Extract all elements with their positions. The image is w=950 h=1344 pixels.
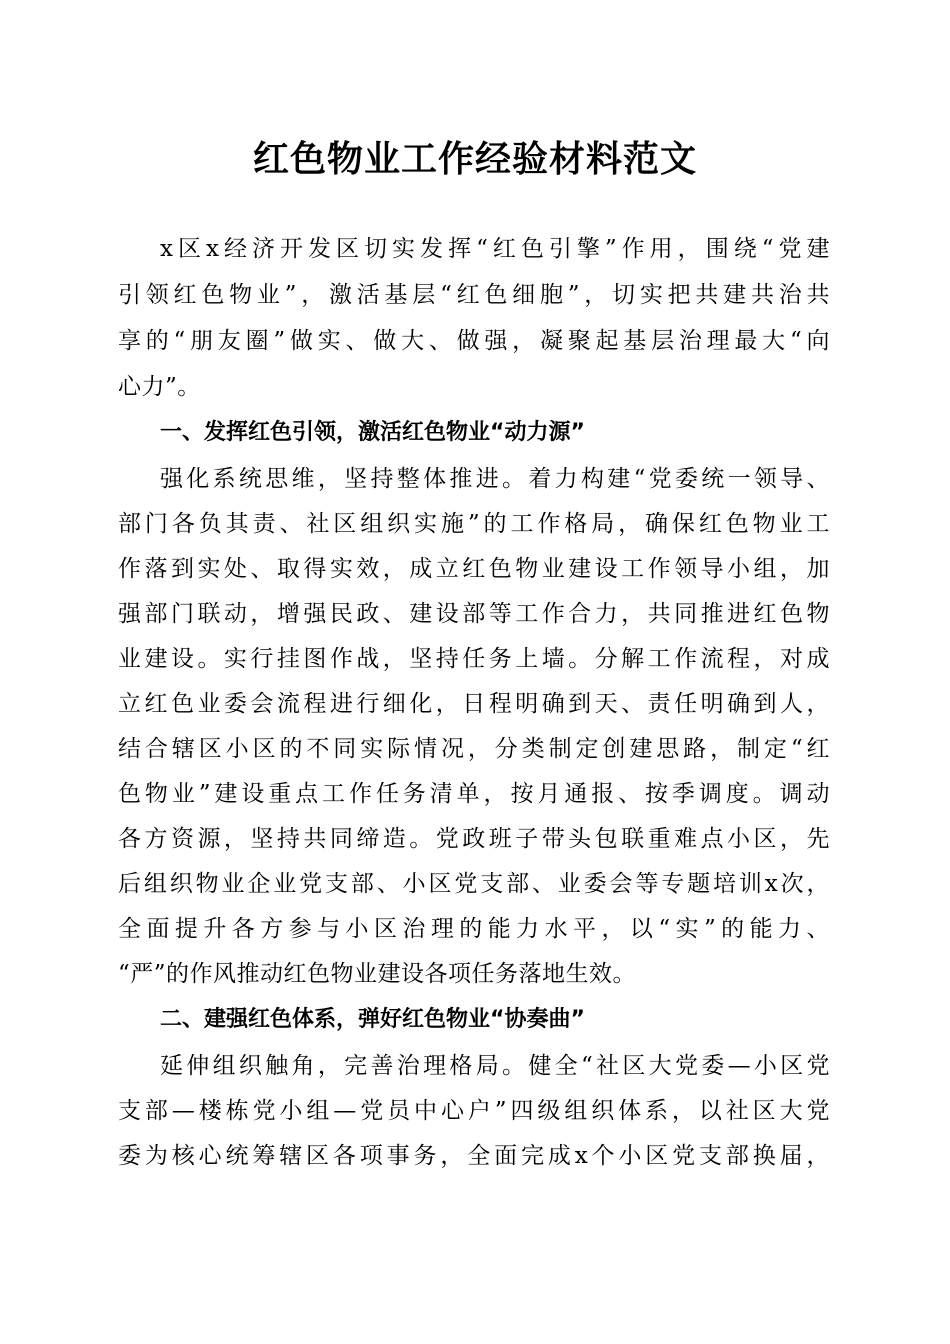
body-line: 全面提升各方参与小区治理的能力水平，以“实”的能力、 [118,916,830,942]
body-line: 强部门联动，增强民政、建设部等工作合力，共同推进红色物 [118,601,830,627]
body-line: 后组织物业企业党支部、小区党支部、业委会等专题培训x次， [118,871,830,897]
body-line: 立红色业委会流程进行细化，日程明确到天、责任明确到人， [118,691,830,717]
body-line: 支部—楼栋党小组—党员中心户”四级组织体系，以社区大党 [118,1098,830,1124]
document-title: 红色物业工作经验材料范文 [252,138,697,180]
body-line: 作落到实处、取得实效，成立红色物业建设工作领导小组，加 [118,556,830,582]
body-line: 色物业”建设重点工作任务清单，按月通报、按季调度。调动 [118,781,830,807]
body-line: 业建设。实行挂图作战，坚持任务上墙。分解工作流程，对成 [118,646,830,672]
body-line: 各方资源，坚持共同缔造。党政班子带头包联重难点小区，先 [118,826,830,852]
intro-line: 心力”。 [118,374,201,400]
body-line: 部门各负其责、社区组织实施”的工作格局，确保红色物业工 [118,511,830,537]
intro-line: 享的“朋友圈”做实、做大、做强，凝聚起基层治理最大“向 [118,328,830,354]
body-line: 延伸组织触角，完善治理格局。健全“社区大党委—小区党 [160,1053,830,1079]
body-line: 结合辖区小区的不同实际情况，分类制定创建思路，制定“红 [118,736,830,762]
section-heading: 一、发挥红色引领，激活红色物业“动力源” [160,420,585,445]
body-line: 强化系统思维，坚持整体推进。着力构建“党委统一领导、 [160,466,830,492]
intro-line: x区x经济开发区切实发挥“红色引擎”作用，围绕“党建 [160,236,830,262]
section-heading: 二、建强红色体系，弹好红色物业“协奏曲” [160,1007,585,1032]
body-line: “严”的作风推动红色物业建设各项任务落地生效。 [118,961,637,987]
body-line: 委为核心统筹辖区各项事务，全面完成x个小区党支部换届， [118,1143,830,1169]
intro-line: 引领红色物业”，激活基层“红色细胞”，切实把共建共治共 [118,282,830,308]
